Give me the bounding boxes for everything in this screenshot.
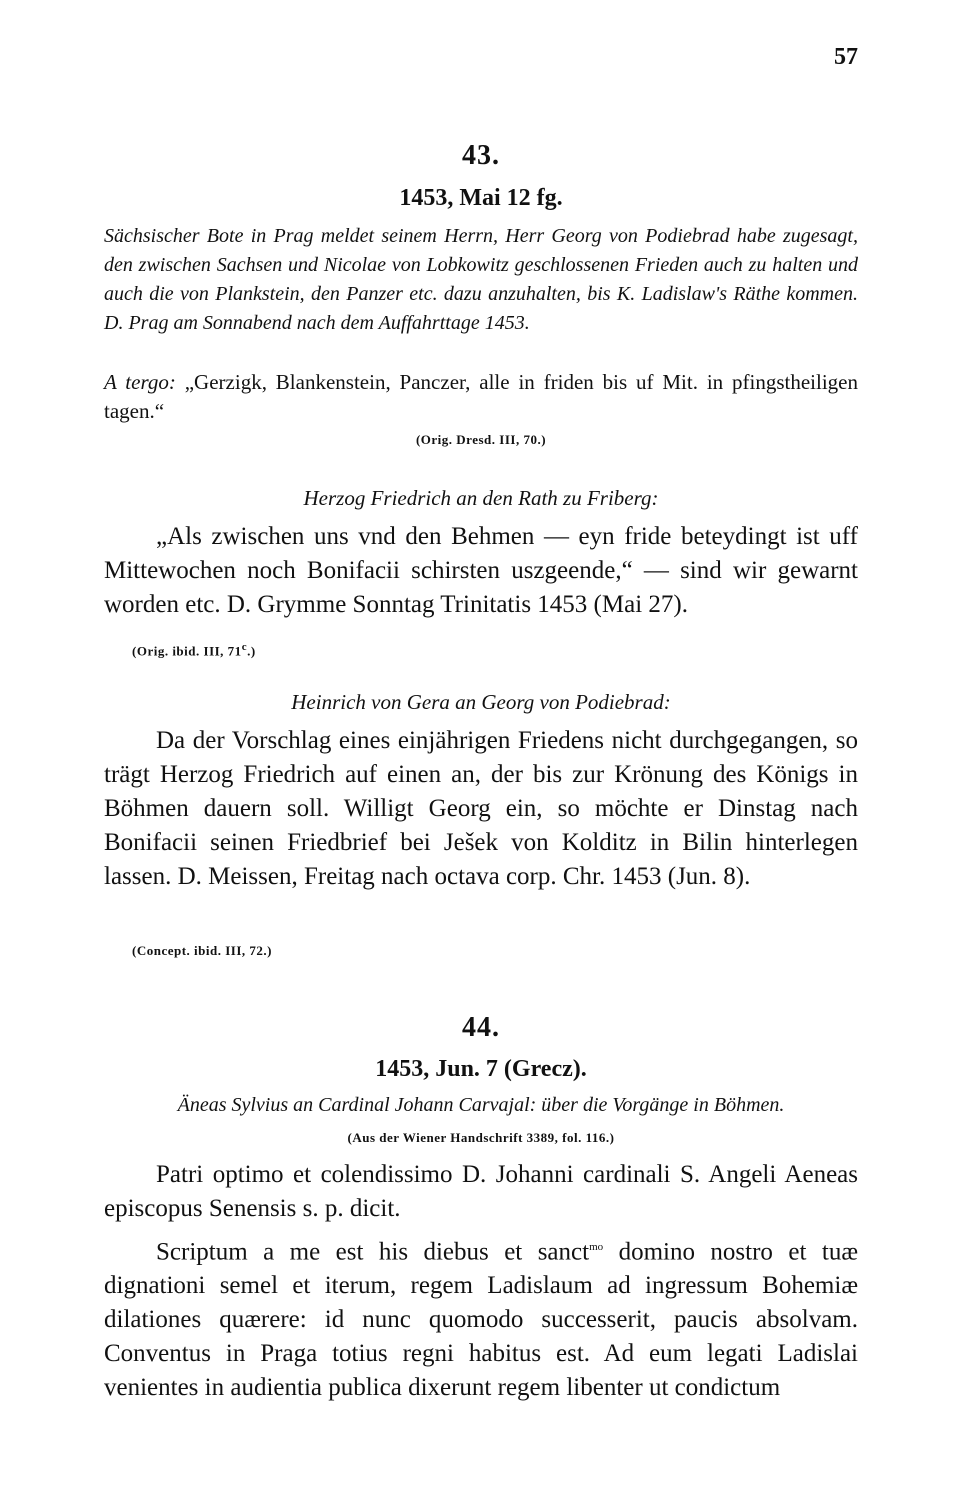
letter-text-3: Da der Vorschlag eines einjährigen Friedens nicht durchgegangen, so trägt Herzog Friedrich auf einen an, der bis zur Krönung des Königs in Böhmen dauern soll. Willigt Georg ein, so möchte er Dinstag nach Bonifacii seinen Friedbrief bei Ješek von Kolditz in Bilin hinterlegen lassen. D. Meissen, Freitag nach octava corp. Chr. 1453 (Jun. 8).: [104, 727, 858, 890]
letter-text-44: Scriptum a me est his diebus et sanct$^{mo}$ domino nostro et tuæ dignationi semel et iterum, regem Ladislaum ad ingressum Bohemiæ dilationes quærere: id nunc quomodo successerit, paucis absolvam. Conventus in Praga totius regni habitus est. Ad eum legati Ladislai venientes in audientia publica dixerunt regem libenter ut condictum: [104, 1238, 858, 1402]
source-citation-2: (Orig. ibid. III, 71$^c$.): [132, 641, 256, 659]
tergo-note: [104, 368, 858, 426]
letter-heading-2: Herzog Friedrich an den Rath zu Friberg:: [303, 486, 659, 510]
tergo-text: „Gerzigk, Blankenstein, Panczer, alle in friden bis uf Mit. in pfingstheiligen tagen.“: [104, 370, 858, 423]
source-citation-3: (Concept. ibid. III, 72.): [132, 943, 272, 958]
salutation: Patri optimo et colendissimo D. Johanni cardinali S. Angeli Aeneas episcopus Senensis s. p. dicit.: [104, 1161, 858, 1222]
page-number: 57: [834, 44, 858, 70]
source-citation-1: (Orig. Dresd. III, 70.): [415, 432, 547, 447]
letter-heading-3: Heinrich von Gera an Georg von Podiebrad:: [291, 690, 671, 714]
document-number-44: 44.: [462, 1012, 500, 1043]
document-summary-44: Äneas Sylvius an Cardinal Johann Carvajal: über die Vorgänge in Böhmen.: [177, 1094, 785, 1116]
document-date-43: 1453, Mai 12 fg.: [399, 185, 563, 211]
tergo-label: A tergo:: [104, 370, 176, 394]
document-number-43: 43.: [462, 140, 500, 171]
source-citation-4: (Aus der Wiener Handschrift 3389, fol. 116.): [347, 1130, 615, 1145]
document-date-44: 1453, Jun. 7 (Grecz).: [375, 1056, 587, 1082]
letter-text-2: „Als zwischen uns vnd den Behmen — eyn fride beteydingt ist uff Mittewochen noch Bonifacii schirsten uszgeende,“ — sind wir gewarnt worden etc. D. Grymme Sonntag Trinitatis 1453 (Mai 27).: [104, 523, 858, 618]
document-summary-43: Sächsischer Bote in Prag meldet seinem Herrn, Herr Georg von Podiebrad habe zugesagt, den zwischen Sachsen und Nicolae von Lobkowitz geschlossenen Frieden auch zu halten und auch die von Plankstein, den Panzer etc. dazu anzuhalten, bis K. Ladislaw's Räthe kommen. D. Prag am Sonnabend nach dem Auffahrttage 1453.: [104, 225, 858, 334]
